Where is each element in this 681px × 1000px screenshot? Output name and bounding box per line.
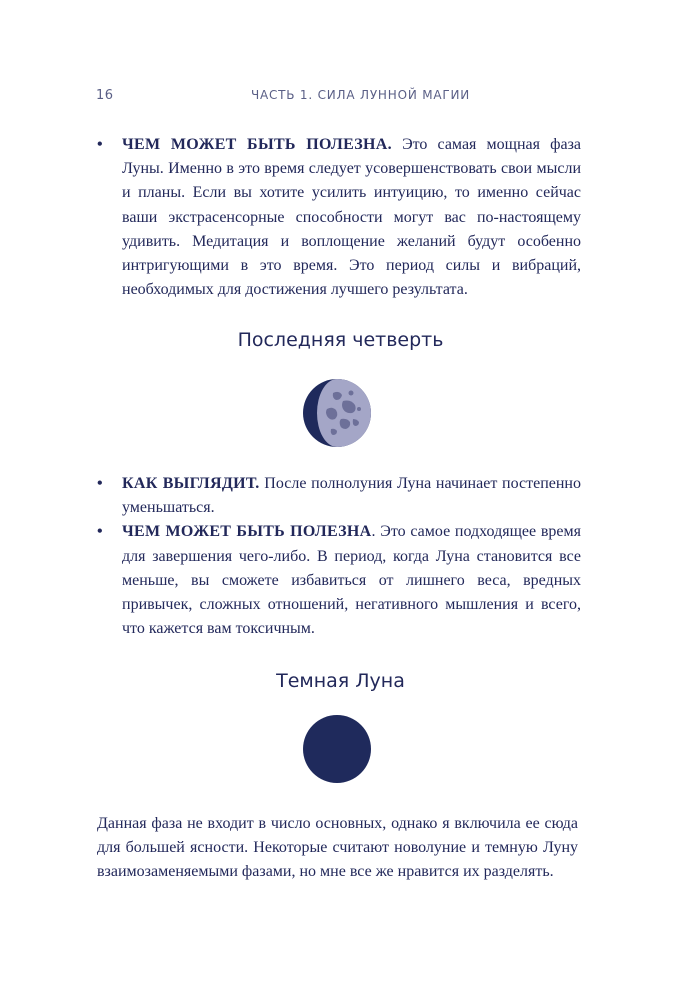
- section-heading-last-quarter: Последняя четверть: [237, 329, 444, 351]
- bullet-text: Это самая мощная фаза Луны. Именно в это время следует усовершенствовать свои мысли и планы. Если вы хотите усилить интуицию, то именно сейчас ваши экстрасенсорные способности могут вас по-настоящему удивить. Медитация и воплощение желаний будут особенно интригующими в это время. Это период силы и вибраций, необходимых для достижения лучшего результата.: [122, 136, 581, 299]
- list-item: [97, 472, 581, 520]
- bullet-list: [97, 472, 581, 641]
- last-quarter-moon-icon: [303, 379, 371, 447]
- bullet-lead: КАК ВЫГЛЯДИТ.: [122, 475, 260, 492]
- section-heading-dark-moon: Темная Луна: [276, 670, 405, 692]
- page-number: 16: [96, 88, 114, 103]
- bullet-list: [97, 133, 581, 302]
- bullet-marker: •: [97, 523, 103, 541]
- list-item: [97, 133, 581, 302]
- dark-moon-paragraph-block: [97, 812, 578, 885]
- bullet-marker: •: [97, 475, 103, 492]
- list-item: [97, 520, 581, 641]
- bullet-text: После полнолуния Луна начинает постепенно уменьшаться.: [122, 475, 581, 517]
- running-head: ЧАСТЬ 1. СИЛА ЛУННОЙ МАГИИ: [250, 88, 471, 102]
- dark-moon-paragraph: Данная фаза не входит в число основных, однако я включила ее сюда для большей ясности. Некоторые считают новолуние и темную Луну взаимозаменяемыми фазами, но мне все же нравится их разделять.: [97, 815, 578, 881]
- bullet-lead: ЧЕМ МОЖЕТ БЫТЬ ПОЛЕЗНА.: [122, 136, 392, 153]
- bullet-text: . Это самое подходящее время для завершения чего-либо. В период, когда Луна становится все меньше, вы сможете избавиться от лишнего веса, вредных привычек, сложных отношений, негативного мышления и всего, что кажется вам токсичным.: [122, 523, 582, 638]
- bullet-lead: ЧЕМ МОЖЕТ БЫТЬ ПОЛЕЗНА: [122, 523, 372, 541]
- last-quarter-bullets: [97, 472, 581, 641]
- bullet-marker: •: [97, 136, 103, 153]
- dark-moon-icon: [303, 715, 371, 783]
- top-bullet-block: [97, 133, 581, 302]
